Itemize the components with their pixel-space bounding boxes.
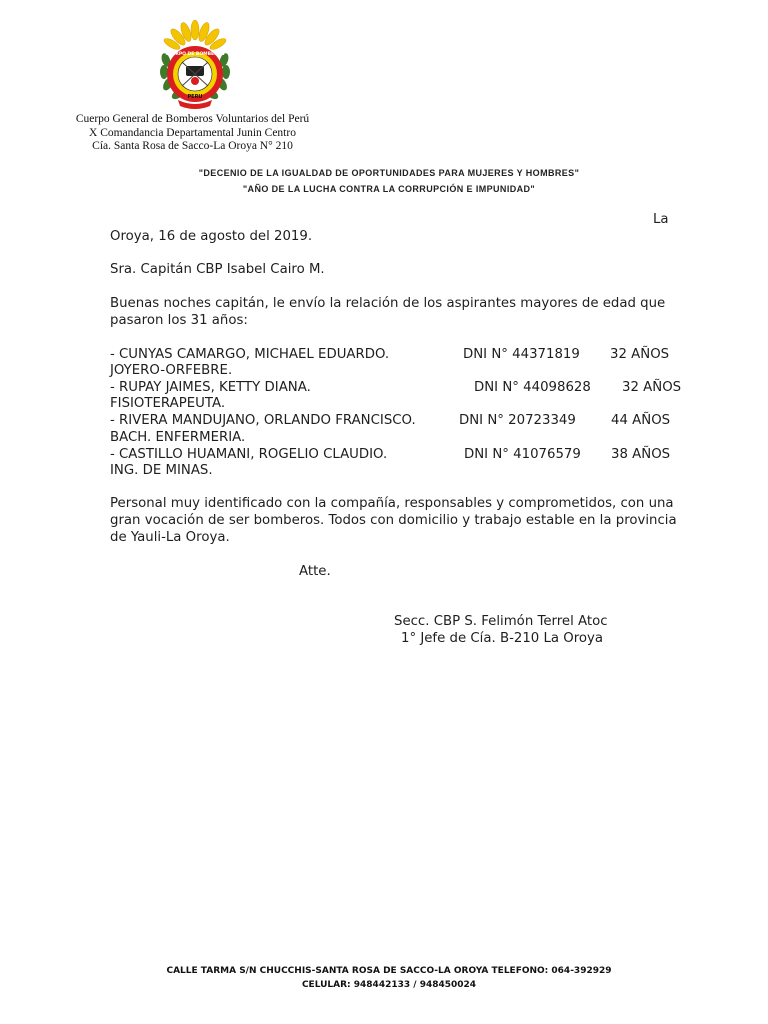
applicant-age: 32 AÑOS bbox=[622, 380, 682, 395]
signature-title: 1° Jefe de Cía. B-210 La Oroya bbox=[401, 631, 604, 646]
footer-address: CALLE TARMA S/N CHUCCHIS-SANTA ROSA DE SACCO-LA OROYA TELEFONO: 064-392929 bbox=[166, 966, 612, 976]
applicant-age: 44 AÑOS bbox=[611, 413, 671, 428]
applicant-dni: DNI N° 44098628 bbox=[474, 380, 591, 395]
farewell: Atte. bbox=[299, 564, 331, 579]
applicant-dni: DNI N° 41076579 bbox=[464, 447, 581, 462]
closing-line-2: gran vocación de ser bomberos. Todos con domicilio y trabajo estable en la provincia bbox=[110, 513, 677, 528]
closing-line-1: Personal muy identificado con la compañía, responsables y comprometidos, con una bbox=[110, 496, 674, 511]
applicant-dni: DNI N° 20723349 bbox=[459, 413, 576, 428]
applicant-name: - RIVERA MANDUJANO, ORLANDO FRANCISCO. bbox=[110, 413, 416, 428]
footer-phones: CELULAR: 948442133 / 948450024 bbox=[301, 980, 477, 990]
organization-header bbox=[40, 113, 345, 154]
applicant-name: - CUNYAS CAMARGO, MICHAEL EDUARDO. bbox=[110, 347, 390, 362]
applicant-profession: FISIOTERAPEUTA. bbox=[110, 396, 226, 411]
intro-line-1: Buenas noches capitán, le envío la relación de los aspirantes mayores de edad que bbox=[110, 296, 666, 311]
date-place-part: La bbox=[653, 212, 669, 227]
applicant-age: 38 AÑOS bbox=[611, 447, 671, 462]
slogan-decade: "DECENIO DE LA IGUALDAD DE OPORTUNIDADES PARA MUJERES Y HOMBRES" bbox=[198, 168, 580, 178]
org-line-3: Cía. Santa Rosa de Sacco-La Oroya N° 210 bbox=[92, 140, 293, 152]
org-line-1: Cuerpo General de Bomberos Voluntarios del Perú bbox=[75, 113, 310, 125]
slogan-year: "AÑO DE LA LUCHA CONTRA LA CORRUPCIÓN E IMPUNIDAD" bbox=[242, 184, 536, 194]
applicant-name: - CASTILLO HUAMANI, ROGELIO CLAUDIO. bbox=[110, 447, 388, 462]
applicant-profession: JOYERO-ORFEBRE. bbox=[110, 363, 233, 378]
logo-bottom-text: PERU bbox=[187, 94, 203, 100]
signature-name: Secc. CBP S. Felimón Terrel Atoc bbox=[394, 614, 608, 629]
date-line: Oroya, 16 de agosto del 2019. bbox=[110, 229, 313, 244]
applicant-profession: BACH. ENFERMERIA. bbox=[110, 430, 246, 445]
closing-line-3: de Yauli-La Oroya. bbox=[110, 530, 230, 545]
recipient: Sra. Capitán CBP Isabel Cairo M. bbox=[110, 262, 325, 277]
applicant-profession: ING. DE MINAS. bbox=[110, 463, 213, 478]
year-slogans bbox=[100, 168, 678, 200]
firefighters-emblem-logo bbox=[156, 20, 234, 112]
intro-line-2: pasaron los 31 años: bbox=[110, 313, 248, 328]
logo-top-text: CUERPO DE BOMBEROS bbox=[165, 52, 225, 57]
applicant-name: - RUPAY JAIMES, KETTY DIANA. bbox=[110, 380, 311, 395]
applicant-age: 32 AÑOS bbox=[610, 347, 670, 362]
org-line-2: X Comandancia Departamental Junin Centro bbox=[89, 126, 296, 139]
applicant-dni: DNI N° 44371819 bbox=[463, 347, 580, 362]
